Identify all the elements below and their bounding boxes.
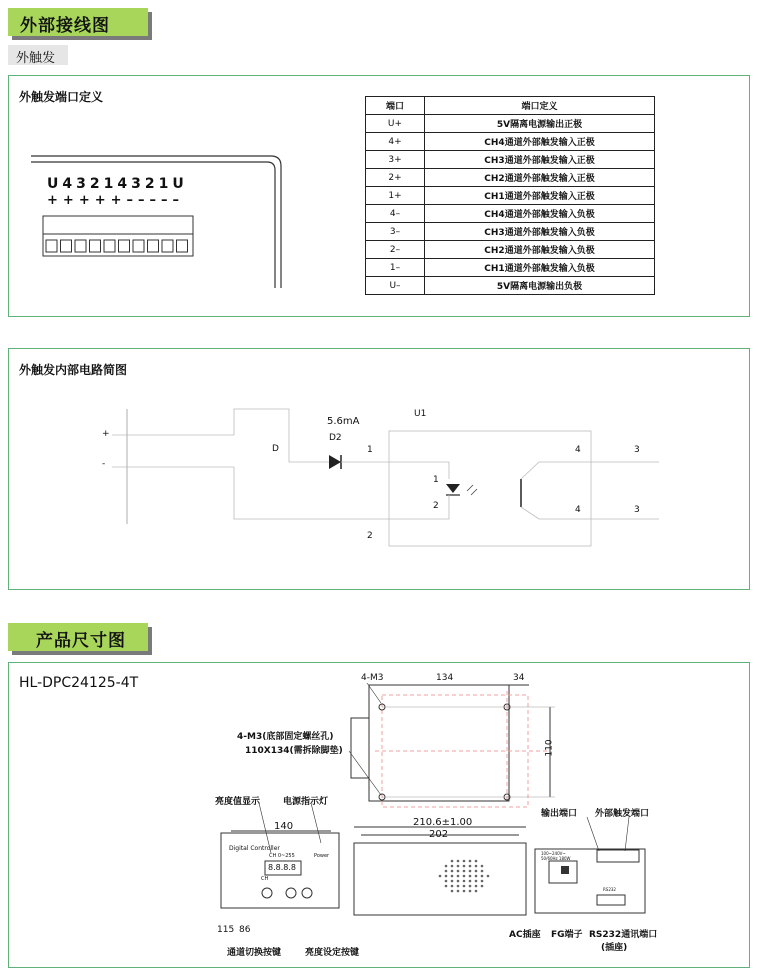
sub-tag-label: 外触发 bbox=[16, 51, 56, 66]
vent-hole bbox=[457, 870, 460, 873]
plus-terminal-label: + bbox=[102, 429, 110, 439]
opto-pin-1-label: 1 bbox=[433, 475, 439, 485]
brightness-set-label: 亮度设定按键 bbox=[305, 948, 360, 958]
column-header: 端口定义 bbox=[425, 97, 655, 115]
out-pin-4a-label: 4 bbox=[575, 445, 581, 455]
ac-socket-label: AC插座 bbox=[509, 930, 541, 940]
d-label: D bbox=[272, 444, 279, 454]
vent-hole bbox=[481, 865, 484, 868]
table-cell: CH1通道外部触发输入负极 bbox=[425, 259, 655, 277]
m3-top-label: 4-M3 bbox=[361, 673, 384, 683]
table-row bbox=[366, 133, 655, 151]
table-cell: 2+ bbox=[366, 169, 425, 187]
ch-button-label[interactable]: CH bbox=[261, 876, 269, 882]
terminal-pin bbox=[119, 240, 130, 252]
dimension-panel bbox=[8, 662, 750, 968]
dim-134-label: 134 bbox=[436, 673, 454, 683]
table-header-row bbox=[366, 97, 655, 115]
vent-hole bbox=[457, 890, 460, 893]
vent-hole bbox=[451, 880, 454, 883]
panel-title: 外触发端口定义 bbox=[19, 90, 104, 104]
d2-label: D2 bbox=[329, 433, 342, 443]
table-cell: 4+ bbox=[366, 133, 425, 151]
section-title: 产品尺寸图 bbox=[36, 631, 126, 651]
terminal-pin bbox=[162, 240, 173, 252]
table-cell: CH2通道外部触发输入负极 bbox=[425, 241, 655, 259]
external-trigger-port-label: 外部触发端口 bbox=[595, 809, 650, 819]
table-cell: CH2通道外部触发输入正极 bbox=[425, 169, 655, 187]
vent-hole bbox=[451, 890, 454, 893]
pin-number-row bbox=[47, 176, 188, 192]
vent-hole bbox=[463, 860, 466, 863]
vent-hole bbox=[445, 875, 448, 878]
pin-label: 3 bbox=[131, 176, 145, 192]
model-name: HL-DPC24125-4T bbox=[19, 675, 139, 691]
terminal-pin bbox=[133, 240, 144, 252]
pin-sign: – bbox=[149, 193, 162, 208]
vent-hole bbox=[475, 890, 478, 893]
terminal-pin bbox=[148, 240, 159, 252]
channel-switch-label: 通道切换按键 bbox=[227, 948, 282, 958]
rs232-small-label: RS232 bbox=[603, 887, 616, 892]
power-label: Power bbox=[314, 853, 330, 859]
table-cell: 1– bbox=[366, 259, 425, 277]
out-pin-3a-label: 3 bbox=[634, 445, 640, 455]
vent-hole bbox=[469, 865, 472, 868]
pin-label: 2 bbox=[144, 176, 159, 192]
table-cell: CH3通道外部触发输入正极 bbox=[425, 151, 655, 169]
vent-hole bbox=[439, 875, 442, 878]
table-cell: 3+ bbox=[366, 151, 425, 169]
table-cell: 3– bbox=[366, 223, 425, 241]
vent-hole bbox=[481, 880, 484, 883]
section-title: 外部接线图 bbox=[20, 16, 110, 36]
pin-label: U bbox=[47, 176, 63, 192]
table-row bbox=[366, 115, 655, 133]
vent-hole bbox=[451, 875, 454, 878]
vent-hole bbox=[487, 875, 490, 878]
vent-hole bbox=[475, 880, 478, 883]
vent-hole bbox=[469, 870, 472, 873]
socket-label: (插座) bbox=[601, 943, 628, 953]
voltage-rating-label: 100~240V~ 50/60Hz 180W bbox=[541, 851, 571, 861]
brightness-display-label: 亮度值显示 bbox=[215, 797, 261, 807]
pin-sign-row bbox=[47, 193, 184, 208]
vent-hole bbox=[445, 880, 448, 883]
column-header: 端口 bbox=[366, 97, 425, 115]
pin-sign: – bbox=[138, 193, 150, 208]
pin-sign: + bbox=[47, 193, 63, 208]
dim-210-label: 210.6±1.00 bbox=[413, 817, 473, 828]
u1-label: U1 bbox=[414, 409, 427, 419]
vent-hole bbox=[469, 880, 472, 883]
vent-hole bbox=[445, 870, 448, 873]
table-cell: U+ bbox=[366, 115, 425, 133]
table-row bbox=[366, 151, 655, 169]
terminal-pin bbox=[75, 240, 86, 252]
vent-hole bbox=[457, 885, 460, 888]
vent-hole bbox=[481, 875, 484, 878]
pin-label: 2 bbox=[89, 176, 104, 192]
vent-hole bbox=[463, 885, 466, 888]
vent-grille bbox=[439, 860, 490, 893]
table-row bbox=[366, 223, 655, 241]
table-cell: 5V隔离电源输出正极 bbox=[425, 115, 655, 133]
table-cell: CH4通道外部触发输入负极 bbox=[425, 205, 655, 223]
vent-hole bbox=[475, 865, 478, 868]
vent-hole bbox=[463, 880, 466, 883]
vent-hole bbox=[457, 860, 460, 863]
table-cell: CH3通道外部触发输入负极 bbox=[425, 223, 655, 241]
section-header-dimensions bbox=[8, 623, 148, 651]
circuit-diagram bbox=[9, 349, 749, 589]
pin-sign: + bbox=[94, 193, 111, 208]
output-port-label: 输出端口 bbox=[541, 809, 578, 819]
pin-label: 1 bbox=[103, 176, 118, 192]
vent-hole bbox=[469, 860, 472, 863]
circuit-panel bbox=[8, 348, 750, 590]
table-row bbox=[366, 169, 655, 187]
vent-hole bbox=[445, 865, 448, 868]
seven-segment-display: 8.8.8.8 bbox=[268, 863, 296, 872]
pin-sign: + bbox=[110, 193, 127, 208]
terminal-pin bbox=[177, 240, 188, 252]
table-row bbox=[366, 241, 655, 259]
table-row bbox=[366, 187, 655, 205]
ch-range-label: CH 0~255 bbox=[269, 853, 295, 859]
pin-sign: + bbox=[78, 193, 95, 208]
pin-sign: – bbox=[126, 193, 139, 208]
opto-pin-2-label: 2 bbox=[433, 501, 439, 511]
feet-label: 110X134(需拆除脚垫) bbox=[245, 746, 343, 756]
table-cell: 2– bbox=[366, 241, 425, 259]
vent-hole bbox=[451, 870, 454, 873]
vent-hole bbox=[469, 890, 472, 893]
pin-label: 1 bbox=[158, 176, 173, 192]
vent-hole bbox=[463, 890, 466, 893]
vent-hole bbox=[475, 860, 478, 863]
table-cell: 5V隔离电源输出负极 bbox=[425, 277, 655, 295]
dim-86-label: 86 bbox=[239, 925, 251, 935]
pin-sign: + bbox=[62, 193, 79, 208]
rs232-port-label: RS232通讯端口 bbox=[589, 930, 658, 940]
dim-202-label: 202 bbox=[429, 829, 449, 840]
minus-terminal-label: - bbox=[102, 459, 106, 469]
vent-hole bbox=[475, 870, 478, 873]
vent-hole bbox=[457, 865, 460, 868]
section-header-wiring bbox=[8, 8, 148, 36]
table-cell: CH1通道外部触发输入正极 bbox=[425, 187, 655, 205]
pin-label: 4 bbox=[117, 176, 132, 192]
pin-1-label: 1 bbox=[367, 445, 373, 455]
pin-label: 4 bbox=[62, 176, 77, 192]
vent-hole bbox=[481, 870, 484, 873]
terminal-pin bbox=[90, 240, 101, 252]
out-pin-4b-label: 4 bbox=[575, 505, 581, 515]
terminal-pin bbox=[104, 240, 115, 252]
table-row bbox=[366, 205, 655, 223]
table-row bbox=[366, 277, 655, 295]
current-label: 5.6mA bbox=[327, 416, 360, 427]
digital-controller-label: Digital Controller bbox=[229, 845, 280, 852]
vent-hole bbox=[469, 875, 472, 878]
vent-hole bbox=[445, 885, 448, 888]
vent-hole bbox=[463, 865, 466, 868]
out-pin-3b-label: 3 bbox=[634, 505, 640, 515]
table-row bbox=[366, 259, 655, 277]
table-cell: 1+ bbox=[366, 187, 425, 205]
vent-hole bbox=[463, 875, 466, 878]
vent-hole bbox=[463, 870, 466, 873]
terminal-pin bbox=[61, 240, 72, 252]
vent-hole bbox=[457, 875, 460, 878]
panel-title: 外触发内部电路简图 bbox=[19, 363, 128, 377]
sub-tag bbox=[8, 45, 68, 65]
dim-34-label: 34 bbox=[513, 673, 525, 683]
vent-hole bbox=[481, 885, 484, 888]
vent-hole bbox=[469, 885, 472, 888]
m3-bottom-label: 4-M3(底部固定螺丝孔) bbox=[237, 732, 334, 742]
pin-2-label: 2 bbox=[367, 531, 373, 541]
port-definition-panel bbox=[8, 75, 750, 317]
dim-110-label: 110 bbox=[544, 739, 555, 757]
table-cell: 4– bbox=[366, 205, 425, 223]
fg-terminal-label: FG端子 bbox=[551, 930, 583, 940]
vent-hole bbox=[475, 885, 478, 888]
vent-hole bbox=[451, 885, 454, 888]
dim-115-label: 115 bbox=[217, 925, 235, 935]
vent-hole bbox=[457, 880, 460, 883]
table-cell: U– bbox=[366, 277, 425, 295]
port-definition-table bbox=[365, 96, 655, 295]
vent-hole bbox=[451, 860, 454, 863]
terminal-pin bbox=[46, 240, 57, 252]
dim-140-label: 140 bbox=[274, 821, 294, 832]
table-cell: CH4通道外部触发输入正极 bbox=[425, 133, 655, 151]
vent-hole bbox=[451, 865, 454, 868]
power-led-label: 电源指示灯 bbox=[283, 797, 329, 807]
pin-sign: – bbox=[161, 193, 173, 208]
pin-label: 3 bbox=[76, 176, 90, 192]
pin-label: U bbox=[172, 176, 188, 192]
vent-hole bbox=[475, 875, 478, 878]
pin-sign: – bbox=[172, 193, 185, 208]
